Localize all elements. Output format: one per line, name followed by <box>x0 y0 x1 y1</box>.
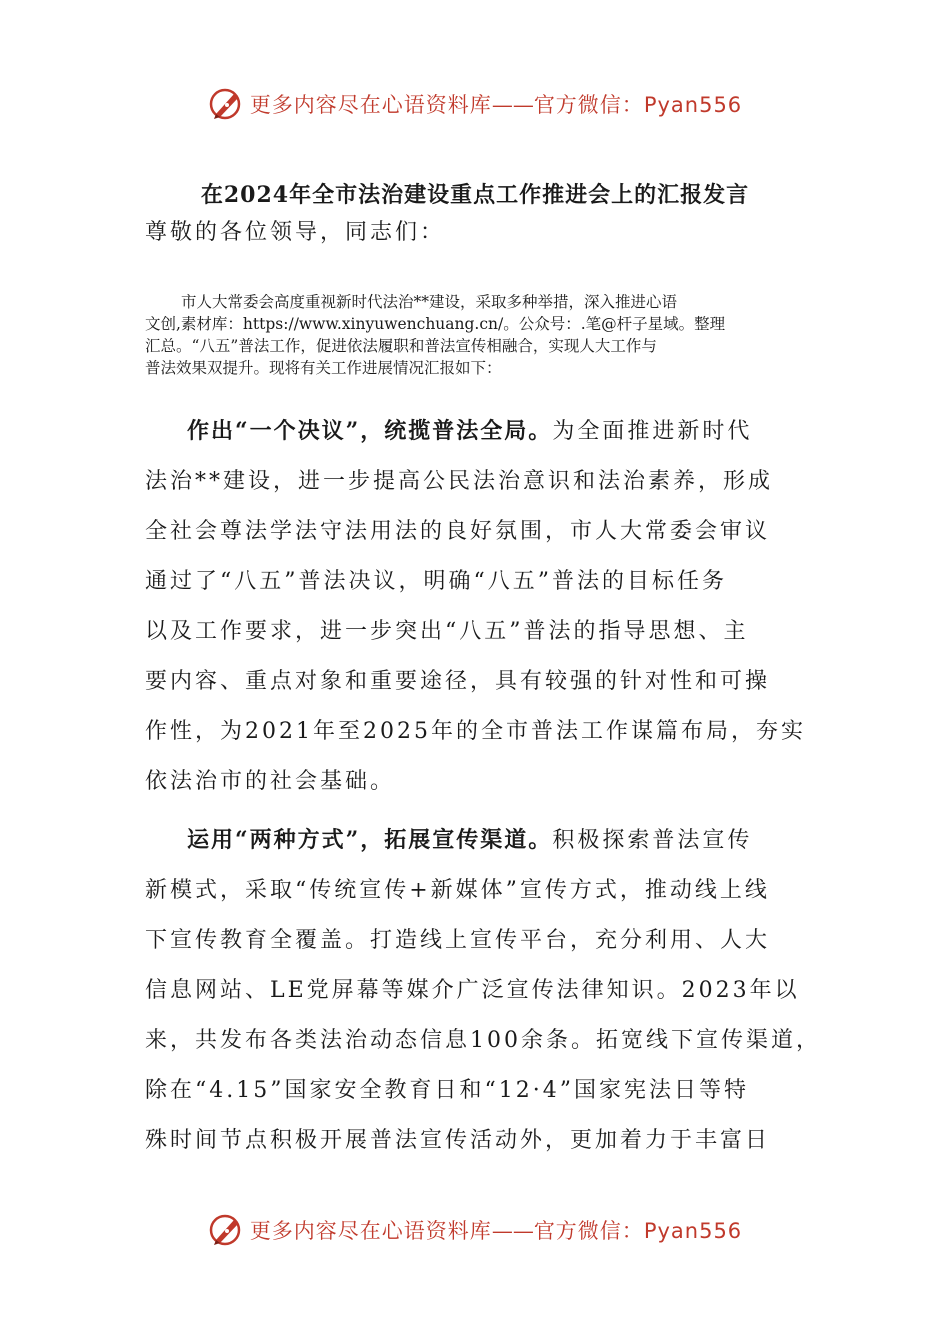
section-2-heading: 运用“两种方式”，拓展宣传渠道。 <box>187 827 553 853</box>
intro-line: 普法效果双提升。现将有关工作进展情况汇报如下： <box>145 359 502 377</box>
intro-line: 汇总。“八五”普法工作，促进依法履职和普法宣传相融合，实现人大工作与 <box>145 337 657 355</box>
footer-banner <box>0 1210 950 1250</box>
paragraph-line: 作出“一个决议”，统揽普法全局。为全面推进新时代 <box>187 418 753 444</box>
paragraph-line: 依法治市的社会基础。 <box>145 769 396 794</box>
banner-text: 更多内容尽在心语资料库——官方微信：Pyan556 <box>249 1219 743 1243</box>
intro-line: 市人大常委会高度重视新时代法治**建设，采取多种举措，深入推进心语 <box>181 293 678 311</box>
paragraph-line: 作性，为2021年至2025年的全市普法工作谋篇布局，夯实 <box>145 719 806 744</box>
wechat-id: Pyan556 <box>643 93 743 117</box>
paragraph-line: 殊时间节点积极开展普法宣传活动外，更加着力于丰富日 <box>145 1128 771 1153</box>
paragraph-line: 新模式，采取“传统宣传+新媒体”宣传方式，推动线上线 <box>145 878 770 903</box>
banner-text: 更多内容尽在心语资料库——官方微信：Pyan556 <box>249 93 743 117</box>
section-1-heading: 作出“一个决议”，统揽普法全局。 <box>187 418 553 444</box>
paragraph-line: 要内容、重点对象和重要途径，具有较强的针对性和可操 <box>145 669 771 694</box>
section-2-paragraph <box>145 815 821 1166</box>
header-banner <box>0 84 950 124</box>
greeting: 尊敬的各位领导，同志们： <box>145 220 446 245</box>
wechat-id: Pyan556 <box>643 1219 743 1243</box>
paragraph-line: 全社会尊法学法守法用法的良好氛围，市人大常委会审议 <box>145 519 771 544</box>
paragraph-line: 信息网站、LE党屏幕等媒介广泛宣传法律知识。2023年以 <box>145 978 800 1003</box>
pen-logo-icon <box>208 1212 244 1248</box>
section-1-paragraph <box>145 406 807 807</box>
paragraph-line: 除在“4.15”国家安全教育日和“12·4”国家宪法日等特 <box>145 1078 749 1103</box>
paragraph-line: 以及工作要求，进一步突出“八五”普法的指导思想、主 <box>145 619 749 644</box>
paragraph-line: 通过了“八五”普法决议，明确“八五”普法的目标任务 <box>145 569 727 594</box>
intro-paragraph <box>145 291 811 379</box>
paragraph-line: 来，共发布各类法治动态信息100余条。拓宽线下宣传渠道， <box>145 1028 821 1053</box>
paragraph-line: 运用“两种方式”，拓展宣传渠道。积极探索普法宣传 <box>187 827 753 853</box>
document-title: 在2024年全市法治建设重点工作推进会上的汇报发言 <box>200 182 750 208</box>
intro-line: 文创,素材库：https://www.xinyuwenchuang.cn/。公众号：.笔@杆子星域。整理 <box>145 315 726 333</box>
paragraph-line: 法治**建设，进一步提高公民法治意识和法治素养，形成 <box>145 469 774 494</box>
paragraph-line: 下宣传教育全覆盖。打造线上宣传平台，充分利用、人大 <box>145 928 771 953</box>
pen-logo-icon <box>208 86 244 122</box>
